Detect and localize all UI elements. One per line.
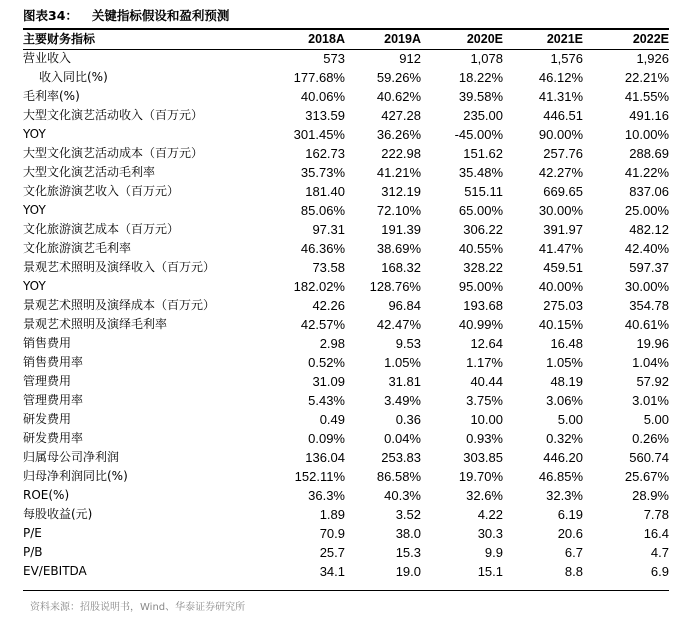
row-label: 大型文化演艺活动毛利率: [23, 165, 156, 179]
value-cell: 3.01%: [632, 393, 669, 408]
financial-forecast-table: [23, 30, 669, 581]
value-cell: 0.09%: [308, 431, 345, 446]
source-note: 资料来源：招股说明书，Wind、华泰证券研究所: [30, 602, 246, 613]
header-cell-metric: 主要财务指标: [23, 32, 96, 46]
table-row: [23, 125, 669, 144]
value-cell: 222.98: [381, 146, 421, 161]
value-cell: 90.00%: [538, 127, 583, 142]
table-row: [23, 372, 669, 391]
value-cell: 42.47%: [376, 317, 421, 332]
value-cell: 70.9: [319, 526, 345, 541]
row-label: 大型文化演艺活动成本（百万元）: [23, 146, 204, 160]
value-cell: 30.3: [477, 526, 503, 541]
value-cell: 12.64: [470, 336, 503, 351]
value-cell: 288.69: [629, 146, 669, 161]
row-label: 销售费用: [23, 336, 72, 350]
value-cell: 0.52%: [308, 355, 345, 370]
value-cell: 40.15%: [538, 317, 583, 332]
value-cell: 72.10%: [376, 203, 421, 218]
value-cell: 446.20: [543, 450, 583, 465]
value-cell: 20.6: [557, 526, 583, 541]
value-cell: 25.67%: [624, 469, 669, 484]
value-cell: 446.51: [543, 108, 583, 123]
value-cell: 152.11%: [294, 469, 345, 484]
value-cell: -45.00%: [454, 127, 503, 142]
value-cell: 40.61%: [624, 317, 669, 332]
row-label: YOY: [23, 279, 46, 293]
value-cell: 177.68%: [293, 70, 345, 85]
value-cell: 0.32%: [546, 431, 583, 446]
value-cell: 1.89: [319, 507, 345, 522]
value-cell: 40.44: [470, 374, 503, 389]
row-label: 营业收入: [23, 51, 72, 65]
value-cell: 313.59: [305, 108, 345, 123]
value-cell: 25.00%: [624, 203, 669, 218]
value-cell: 95.00%: [458, 279, 503, 294]
value-cell: 303.85: [463, 450, 503, 465]
value-cell: 46.12%: [538, 70, 583, 85]
table-row: [23, 391, 669, 410]
value-cell: 1,926: [636, 51, 669, 66]
row-label: 文化旅游演艺收入（百万元）: [23, 184, 180, 198]
row-label: 收入同比(%): [39, 70, 108, 84]
row-label: 每股收益(元): [23, 507, 93, 521]
table-row: [23, 524, 669, 543]
value-cell: 3.52: [395, 507, 421, 522]
value-cell: 15.3: [395, 545, 421, 560]
value-cell: 2.98: [319, 336, 345, 351]
table-row: [23, 201, 669, 220]
value-cell: 40.55%: [458, 241, 503, 256]
value-cell: 18.22%: [458, 70, 503, 85]
value-cell: 46.36%: [300, 241, 345, 256]
value-cell: 16.48: [550, 336, 583, 351]
table-row: [23, 410, 669, 429]
table-row: [23, 49, 669, 68]
value-cell: 46.85%: [538, 469, 583, 484]
value-cell: 912: [399, 51, 421, 66]
value-cell: 32.3%: [546, 488, 583, 503]
table-bottom-rule: [23, 590, 669, 591]
value-cell: 3.06%: [546, 393, 583, 408]
value-cell: 22.21%: [624, 70, 669, 85]
table-row: [23, 239, 669, 258]
value-cell: 40.06%: [300, 89, 345, 104]
header-cell-2020e: 2020E: [466, 32, 503, 46]
value-cell: 1.17%: [466, 355, 503, 370]
value-cell: 427.28: [381, 108, 421, 123]
value-cell: 35.48%: [458, 165, 503, 180]
value-cell: 34.1: [319, 564, 345, 579]
value-cell: 19.0: [395, 564, 421, 579]
value-cell: 328.22: [463, 260, 503, 275]
value-cell: 235.00: [463, 108, 503, 123]
value-cell: 38.69%: [376, 241, 421, 256]
value-cell: 5.43%: [308, 393, 345, 408]
table-row: [23, 543, 669, 562]
value-cell: 312.19: [381, 184, 421, 199]
value-cell: 48.19: [550, 374, 583, 389]
value-cell: 97.31: [312, 222, 345, 237]
table-row: [23, 505, 669, 524]
value-cell: 136.04: [305, 450, 345, 465]
value-cell: 128.76%: [369, 279, 421, 294]
value-cell: 57.92: [636, 374, 669, 389]
value-cell: 191.39: [381, 222, 421, 237]
value-cell: 30.00%: [538, 203, 583, 218]
header-cell-2019a: 2019A: [384, 32, 421, 46]
value-cell: 35.73%: [300, 165, 345, 180]
value-cell: 42.26: [312, 298, 345, 313]
table-body: [23, 49, 669, 581]
row-label: P/B: [23, 545, 43, 559]
value-cell: 65.00%: [458, 203, 503, 218]
table-header-row: [23, 30, 669, 49]
figure-title-text: 关键指标假设和盈利预测: [91, 8, 230, 23]
value-cell: 32.6%: [466, 488, 503, 503]
value-cell: 10.00: [470, 412, 503, 427]
value-cell: 515.11: [464, 184, 503, 199]
row-label: 研发费用率: [23, 431, 84, 445]
row-label: 销售费用率: [23, 355, 84, 369]
value-cell: 19.70%: [458, 469, 503, 484]
value-cell: 42.57%: [300, 317, 345, 332]
value-cell: 193.68: [463, 298, 503, 313]
value-cell: 1.05%: [546, 355, 583, 370]
value-cell: 40.00%: [538, 279, 583, 294]
header-cell-2018a: 2018A: [308, 32, 345, 46]
value-cell: 491.16: [629, 108, 669, 123]
value-cell: 10.00%: [624, 127, 669, 142]
value-cell: 41.22%: [624, 165, 669, 180]
table-row: [23, 87, 669, 106]
value-cell: 42.27%: [538, 165, 583, 180]
value-cell: 19.96: [636, 336, 669, 351]
value-cell: 42.40%: [624, 241, 669, 256]
value-cell: 459.51: [543, 260, 583, 275]
value-cell: 59.26%: [376, 70, 421, 85]
value-cell: 560.74: [629, 450, 669, 465]
table-row: [23, 258, 669, 277]
value-cell: 6.9: [650, 564, 669, 579]
value-cell: 151.62: [463, 146, 503, 161]
table-row: [23, 182, 669, 201]
value-cell: 1,576: [550, 51, 583, 66]
value-cell: 0.04%: [384, 431, 421, 446]
table-row: [23, 467, 669, 486]
row-label: 管理费用率: [23, 393, 84, 407]
value-cell: 73.58: [312, 260, 345, 275]
row-label: 景观艺术照明及演绎收入（百万元）: [23, 260, 216, 274]
row-label: 文化旅游演艺成本（百万元）: [23, 222, 180, 236]
value-cell: 301.45%: [293, 127, 345, 142]
value-cell: 482.12: [629, 222, 669, 237]
row-label: 毛利率(%): [23, 89, 80, 103]
header-cell-2022e: 2022E: [632, 32, 669, 46]
value-cell: 1,078: [470, 51, 503, 66]
value-cell: 36.3%: [308, 488, 345, 503]
table-row: [23, 106, 669, 125]
value-cell: 3.49%: [384, 393, 421, 408]
table-row: [23, 68, 669, 87]
value-cell: 4.22: [477, 507, 503, 522]
row-label: 研发费用: [23, 412, 72, 426]
value-cell: 9.53: [395, 336, 421, 351]
value-cell: 391.97: [543, 222, 583, 237]
table-row: [23, 220, 669, 239]
row-label: 大型文化演艺活动收入（百万元）: [23, 108, 204, 122]
value-cell: 1.04%: [632, 355, 669, 370]
figure-label: 图表34：: [23, 8, 78, 23]
value-cell: 253.83: [381, 450, 421, 465]
value-cell: 96.84: [388, 298, 421, 313]
header-cell-2021e: 2021E: [546, 32, 583, 46]
table-row: [23, 144, 669, 163]
value-cell: 41.31%: [538, 89, 583, 104]
value-cell: 41.47%: [538, 241, 583, 256]
value-cell: 38.0: [395, 526, 421, 541]
value-cell: 8.8: [564, 564, 583, 579]
value-cell: 85.06%: [300, 203, 345, 218]
value-cell: 36.26%: [376, 127, 421, 142]
value-cell: 181.40: [305, 184, 345, 199]
value-cell: 0.49: [319, 412, 345, 427]
value-cell: 31.81: [388, 374, 421, 389]
value-cell: 182.02%: [293, 279, 345, 294]
value-cell: 837.06: [629, 184, 669, 199]
row-label: 景观艺术照明及演绎毛利率: [23, 317, 168, 331]
row-label: EV/EBITDA: [23, 564, 87, 578]
value-cell: 40.62%: [376, 89, 421, 104]
value-cell: 40.3%: [384, 488, 421, 503]
table-row: [23, 334, 669, 353]
value-cell: 39.58%: [458, 89, 503, 104]
row-label: 归母净利润同比(%): [23, 469, 128, 483]
row-label: ROE(%): [23, 488, 70, 502]
table-row: [23, 486, 669, 505]
row-label: P/E: [23, 526, 42, 540]
value-cell: 597.37: [629, 260, 669, 275]
value-cell: 15.1: [477, 564, 503, 579]
table-row: [23, 562, 669, 581]
value-cell: 16.4: [643, 526, 669, 541]
value-cell: 3.75%: [466, 393, 503, 408]
value-cell: 7.78: [643, 507, 669, 522]
value-cell: 1.05%: [384, 355, 421, 370]
row-label: 景观艺术照明及演绎成本（百万元）: [23, 298, 216, 312]
row-label: 文化旅游演艺毛利率: [23, 241, 132, 255]
value-cell: 669.65: [543, 184, 583, 199]
value-cell: 40.99%: [458, 317, 503, 332]
value-cell: 354.78: [629, 298, 669, 313]
value-cell: 86.58%: [376, 469, 421, 484]
value-cell: 5.00: [643, 412, 669, 427]
table-row: [23, 353, 669, 372]
value-cell: 0.93%: [466, 431, 503, 446]
table-row: [23, 163, 669, 182]
value-cell: 28.9%: [632, 488, 669, 503]
row-label: 管理费用: [23, 374, 72, 388]
value-cell: 0.26%: [632, 431, 669, 446]
value-cell: 275.03: [543, 298, 583, 313]
value-cell: 4.7: [650, 545, 669, 560]
value-cell: 306.22: [463, 222, 503, 237]
table-row: [23, 315, 669, 334]
row-label: YOY: [23, 203, 46, 217]
value-cell: 168.32: [381, 260, 421, 275]
value-cell: 30.00%: [624, 279, 669, 294]
value-cell: 573: [323, 51, 345, 66]
value-cell: 25.7: [319, 545, 345, 560]
table-row: [23, 277, 669, 296]
value-cell: 6.7: [564, 545, 583, 560]
value-cell: 41.55%: [624, 89, 669, 104]
value-cell: 31.09: [312, 374, 345, 389]
table-row: [23, 429, 669, 448]
table-row: [23, 448, 669, 467]
figure-title: [23, 6, 229, 24]
value-cell: 9.9: [484, 545, 503, 560]
value-cell: 5.00: [557, 412, 583, 427]
row-label: YOY: [23, 127, 46, 141]
value-cell: 162.73: [305, 146, 345, 161]
value-cell: 6.19: [557, 507, 583, 522]
row-label: 归属母公司净利润: [23, 450, 120, 464]
value-cell: 0.36: [395, 412, 421, 427]
value-cell: 257.76: [543, 146, 583, 161]
table-row: [23, 296, 669, 315]
value-cell: 41.21%: [376, 165, 421, 180]
